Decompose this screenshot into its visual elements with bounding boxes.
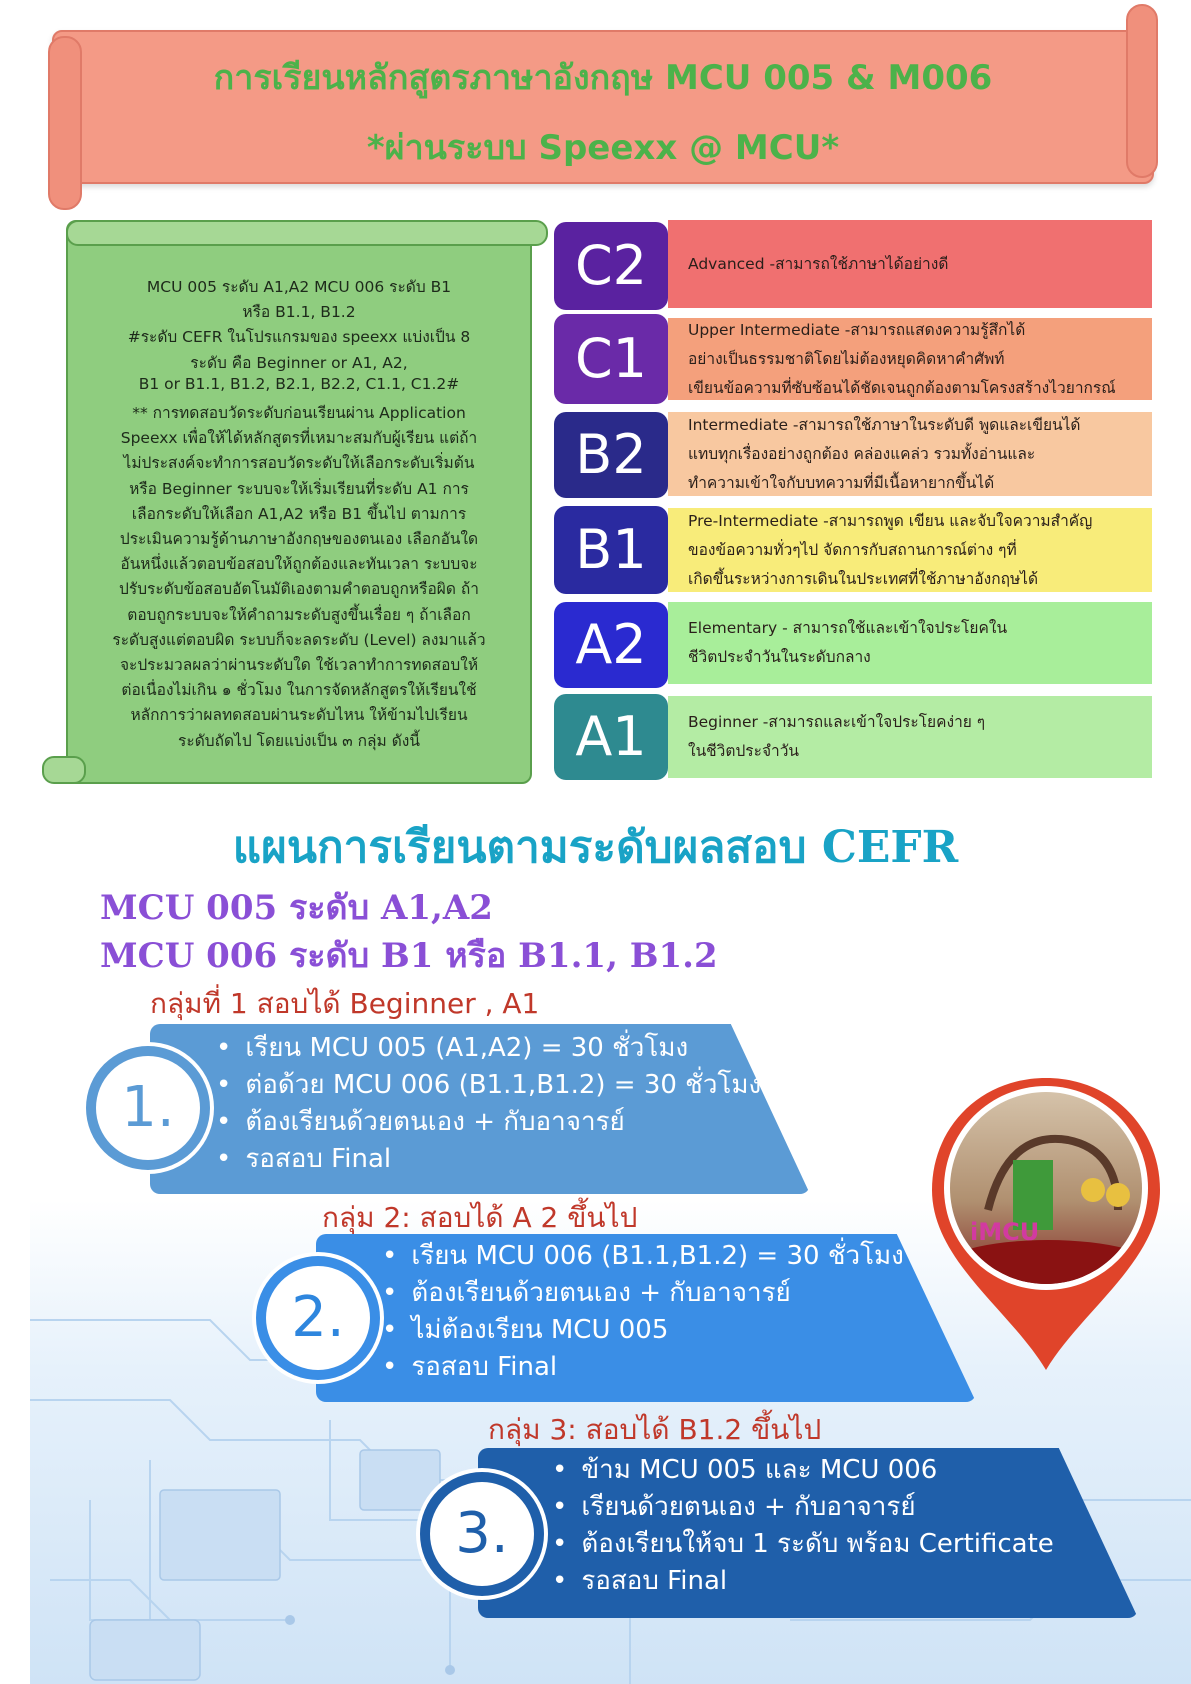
group-item-list (552, 1452, 1054, 1600)
group-item: • ไม่ต้องเรียน MCU 005 (382, 1312, 904, 1349)
group-item-list (382, 1238, 904, 1386)
info-line: หลักการว่าผลทดสอบผ่านระดับไหน ให้ข้ามไปเรียน (130, 706, 468, 725)
info-line: หรือ Beginner ระบบจะให้เริ่มเรียนที่ระดับ A1 การ (129, 479, 469, 498)
page-title: การเรียนหลักสูตรภาษาอังกฤษ MCU 005 & M006 (213, 58, 993, 98)
group-item: • ต้องเรียนให้จบ 1 ระดับ พร้อม Certificate (552, 1526, 1054, 1563)
level-panel (668, 696, 1152, 778)
pin-logo-text: iMCU (970, 1218, 1040, 1246)
group-item: • ข้าม MCU 005 และ MCU 006 (552, 1452, 1054, 1489)
info-line: ระดับสูงแต่ตอบผิด ระบบก็จะลดระดับ (Level) ลงมาแล้ว (112, 630, 486, 649)
info-line: #ระดับ CEFR ในโปรแกรมของ speexx แบ่งเป็น 8 (127, 328, 471, 347)
level-badge: B2 (554, 412, 668, 498)
info-line: ** การทดสอบวัดระดับก่อนเรียนผ่าน Application (132, 404, 466, 422)
info-line: ระดับถัดไป โดยแบ่งเป็น ๓ กลุ่ม ดังนี้ (178, 731, 420, 750)
page-subtitle: *ผ่านระบบ Speexx @ MCU* (366, 128, 840, 168)
group-item: • เรียน MCU 005 (A1,A2) = 30 ชั่วโมง (216, 1030, 761, 1067)
info-line: อันหนึ่งแล้วตอบข้อสอบให้ถูกต้องและทันเวลา ระบบจะ (120, 555, 478, 574)
group-title: กลุ่ม 2: สอบได้ A 2 ขึ้นไป (322, 1201, 638, 1234)
title-banner (52, 30, 1154, 184)
level-description-line: Pre-Intermediate -สามารถพูด เขียน และจับใจความสำคัญ (688, 511, 1093, 530)
level-description-line: อย่างเป็นธรรมชาติโดยไม่ต้องหยุดคิดหาคำศัพท์ (688, 349, 1005, 368)
info-line: ไม่ประสงค์จะทำการสอบวัดระดับให้เลือกระดับเริ่มต้น (123, 454, 475, 473)
group-item: • ต้องเรียนด้วยตนเอง + กับอาจารย์ (382, 1275, 904, 1312)
group-number-badge: 3. (430, 1482, 534, 1586)
level-panel (668, 602, 1152, 684)
level-description-line: Elementary - สามารถใช้และเข้าใจประโยคใน (688, 619, 1008, 637)
level-description-line: ของข้อความทั่วๆไป จัดการกับสถานการณ์ต่าง ๆที่ (688, 540, 1017, 559)
level-badge: A1 (554, 694, 668, 780)
info-line: Speexx เพื่อให้ได้หลักสูตรที่เหมาะสมกับผู้เรียน แต่ถ้า (120, 429, 478, 448)
plan-heading: แผนการเรียนตามระดับผลสอบ CEFR (232, 822, 959, 873)
level-panel (668, 318, 1152, 400)
level-badge: A2 (554, 602, 668, 688)
info-scroll (66, 220, 532, 784)
group-item: • เรียน MCU 006 (B1.1,B1.2) = 30 ชั่วโมง (382, 1238, 904, 1275)
mcu005-level-line: MCU 005 ระดับ A1,A2 (100, 888, 493, 928)
group-title: กลุ่ม 3: สอบได้ B1.2 ขึ้นไป (488, 1413, 822, 1446)
group-item-list (216, 1030, 761, 1178)
group-number-badge: 1. (96, 1056, 200, 1160)
group-item: • ต้องเรียนด้วยตนเอง + กับอาจารย์ (216, 1104, 761, 1141)
scroll-curl-bottom (42, 756, 86, 784)
level-description-line: ทำความเข้าใจกับบทความที่มีเนื้อหายากขึ้นได้ (688, 473, 995, 492)
group-title: กลุ่มที่ 1 สอบได้ Beginner , A1 (150, 987, 540, 1020)
location-pin-graphic (918, 1070, 1174, 1380)
level-description-line: เกิดขึ้นระหว่างการเดินในประเทศที่ใช้ภาษาอังกฤษได้ (688, 569, 1039, 588)
info-line: MCU 005 ระดับ A1,A2 MCU 006 ระดับ B1 (146, 278, 452, 296)
info-line: เลือกระดับให้เลือก A1,A2 หรือ B1 ขึ้นไป ตามการ (131, 504, 467, 523)
level-description-line: Advanced -สามารถใช้ภาษาได้อย่างดี (688, 254, 949, 273)
level-badge: B1 (554, 506, 668, 594)
level-description-line: Intermediate -สามารถใช้ภาษาในระดับดี พูดและเขียนได้ (688, 415, 1081, 434)
info-line: ประเมินความรู้ด้านภาษาอังกฤษของตนเอง เลือกอันใด (119, 530, 479, 548)
info-line: B1 or B1.1, B1.2, B2.1, B2.2, C1.1, C1.2# (138, 374, 460, 393)
level-panel (668, 412, 1152, 496)
level-badge: C2 (554, 222, 668, 310)
level-description-line: Upper Intermediate -สามารถแสดงความรู้สึกได้ (688, 320, 1026, 339)
info-line: ต่อเนื่องไม่เกิน ๑ ชั่วโมง ในการจัดหลักสูตรให้เรียนใช้ (121, 681, 477, 700)
info-line: ตอบถูกระบบจะให้คำถามระดับสูงขึ้นเรื่อย ๆ ถ้าเลือก (127, 605, 471, 624)
level-description-line: ในชีวิตประจำวัน (688, 742, 800, 760)
level-panel (668, 220, 1152, 308)
group-item: • รอสอบ Final (382, 1349, 904, 1386)
info-line: หรือ B1.1, B1.2 (242, 303, 356, 322)
info-line: ปรับระดับข้อสอบอัตโนมัติเองตามคำตอบถูกหรือผิด ถ้า (119, 580, 479, 599)
info-line: จะประมวลผลว่าผ่านระดับใด ใช้เวลาทำการทดสอบให้ (119, 656, 479, 674)
group-item: • รอสอบ Final (216, 1141, 761, 1178)
group-item: • เรียนด้วยตนเอง + กับอาจารย์ (552, 1489, 1054, 1526)
level-description-line: Beginner -สามารถและเข้าใจประโยคง่าย ๆ (688, 713, 986, 731)
group-number-badge: 2. (266, 1266, 370, 1370)
scroll-curl-top (66, 220, 548, 246)
group-item: • รอสอบ Final (552, 1563, 1054, 1600)
level-description-line: ชีวิตประจำวันในระดับกลาง (688, 648, 871, 666)
level-description-line: เขียนข้อความที่ซับซ้อนได้ชัดเจนถูกต้องตามโครงสร้างไวยากรณ์ (688, 378, 1116, 397)
mcu006-level-line: MCU 006 ระดับ B1 หรือ B1.1, B1.2 (100, 936, 718, 976)
level-description-line: แทบทุกเรื่องอย่างถูกต้อง คล่องแคล่ว รวมทั้งอ่านและ (688, 444, 1036, 463)
group-item: • ต่อด้วย MCU 006 (B1.1,B1.2) = 30 ชั่วโมง (216, 1067, 761, 1104)
info-line: ระดับ คือ Beginner or A1, A2, (190, 353, 408, 372)
level-panel (668, 508, 1152, 592)
level-badge: C1 (554, 314, 668, 404)
